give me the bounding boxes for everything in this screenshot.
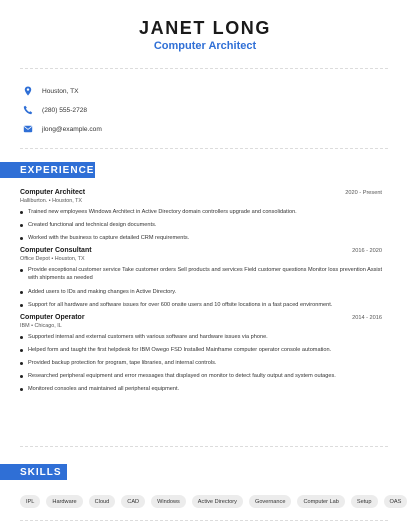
job-dates: 2014 - 2016 <box>352 314 382 321</box>
job-bullets <box>20 208 382 242</box>
job-company-location: Halliburton. • Houston, TX <box>20 198 83 204</box>
contact-phone-text: (280) 555-2728 <box>42 106 88 114</box>
job-dates: 2020 - Present <box>345 190 382 196</box>
job-entry <box>20 314 382 394</box>
contact-phone <box>22 101 102 119</box>
bullet-item: Trained new employees Windows Architect in Active Directory domain controllers upgrade and consolidation. <box>20 208 382 216</box>
job-title: Computer Consultant <box>20 247 92 255</box>
skill-chip: Governance <box>249 495 291 508</box>
job-company-location: IBM • Chicago, IL <box>20 322 62 329</box>
bullet-item: Provide exceptional customer service Take customer orders Sell products and services Field customer questions Monitor loss prevention Assist with shipments as needed <box>20 266 382 282</box>
skill-chip: Hardware <box>46 495 82 508</box>
skill-chip: OAS <box>384 495 408 508</box>
candidate-name: JANET LONG <box>138 18 271 38</box>
bullet-item: Monitored consoles and maintained all peripheral equipment. <box>20 385 382 393</box>
location-pin-icon <box>22 85 34 97</box>
contact-list <box>22 82 102 139</box>
contact-location <box>22 82 102 100</box>
job-dates: 2016 - 2020 <box>352 248 382 255</box>
bullet-item: Researched peripheral equipment and error messages that displayed on monitor to detect faulty output and system outages. <box>20 372 382 380</box>
divider <box>20 520 390 521</box>
section-skills-heading: SKILLS <box>0 464 67 480</box>
email-icon <box>22 123 34 135</box>
bullet-item: Added users to IDs and making changes in Active Directory. <box>20 288 382 296</box>
bullet-item: Supported internal and external customers with various software and hardware issues via phone. <box>20 333 382 341</box>
phone-icon <box>22 104 34 116</box>
divider <box>20 148 390 149</box>
bullet-item: Provided backup protection for program, tape libraries, and internal controls. <box>20 359 382 367</box>
skill-chip: Active Directory <box>192 495 243 508</box>
contact-email <box>22 120 102 138</box>
candidate-role: Computer Architect <box>153 40 257 52</box>
skill-chip: Computer Lab <box>297 495 344 508</box>
contact-location-text: Houston, TX <box>42 87 79 95</box>
bullet-item: Created functional and technical design documents. <box>20 221 382 229</box>
job-entry <box>20 247 382 308</box>
job-bullets <box>20 333 382 394</box>
skill-chip: Cloud <box>89 495 116 508</box>
job-entry <box>20 189 382 242</box>
divider <box>20 446 390 447</box>
contact-email-text: jlong@example.com <box>42 125 102 133</box>
bullet-item: Worked with the business to capture detailed CRM requirements. <box>20 234 382 242</box>
skill-chip: Setup <box>351 495 378 508</box>
skills-list <box>20 495 402 508</box>
job-title: Computer Operator <box>20 313 85 321</box>
job-title: Computer Architect <box>20 189 86 196</box>
bullet-item: Support for all hardware and software issues for over 600 onsite users and 10 offsite locations in a fast paced environment. <box>20 301 382 309</box>
skill-chip: Windows <box>151 495 186 508</box>
job-company-location: Office Depot • Houston, TX <box>20 256 85 263</box>
job-bullets <box>20 266 382 308</box>
divider <box>20 68 390 69</box>
section-experience-heading: EXPERIENCE <box>0 162 95 178</box>
experience-list <box>20 189 382 398</box>
skill-chip: IPL <box>20 495 40 508</box>
bullet-item: Helped form and taught the first helpdesk for IBM Owego FSD Installed Mainframe computer operator console automation. <box>20 346 382 354</box>
skill-chip: CAD <box>121 495 145 508</box>
